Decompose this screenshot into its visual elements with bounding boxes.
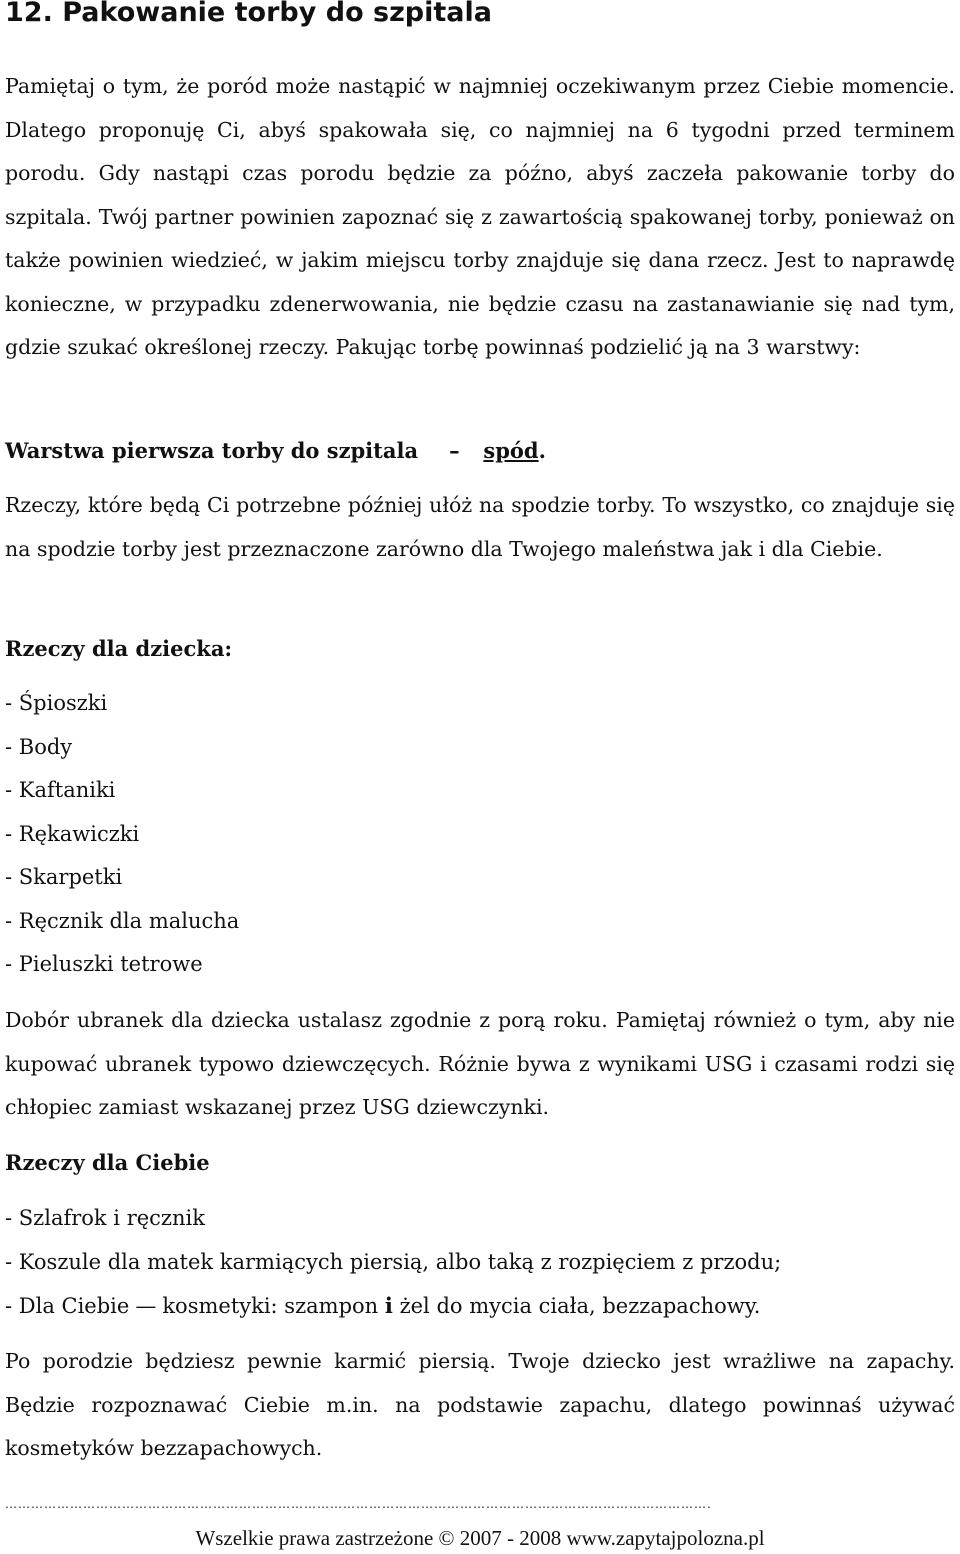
list-item-cosmetics (5, 1284, 781, 1329)
layer-heading-text: Warstwa pierwsza torby do szpitala (5, 438, 419, 463)
layer-paragraph: Rzeczy, które będą Ci potrzebne później ułóż na spodzie torby. To wszystko, co znajduje się na spodzie torby jest przeznaczone zarówno dla Twojego maleństwa jak i dla Ciebie. (5, 493, 955, 561)
footer-copyright: Wszelkie prawa zastrzeżone © 2007 - 2008 www.zapytajpolozna.pl (195, 1526, 765, 1550)
baby-section-heading: Rzeczy dla dziecka: (5, 636, 233, 661)
list-item: - Szlafrok i ręcznik (5, 1206, 205, 1230)
cosmetics-middle: kosmetyki: szampon (162, 1294, 379, 1318)
layer-heading-underlined: spód (483, 438, 539, 463)
layer-heading-dash: – (449, 438, 460, 463)
layer-heading (5, 436, 546, 466)
list-item: - Ręcznik dla malucha (5, 908, 240, 933)
list-item: - Skarpetki (5, 865, 123, 889)
list-item: - Śpioszki (5, 691, 108, 715)
footer-divider: ………………………………………………………………………………………………………………………………………………. (5, 1497, 712, 1511)
cosmetics-bold: i (384, 1293, 393, 1318)
mother-items-list (5, 1197, 781, 1329)
cosmetics-end: żel do mycia ciała, bezzapachowy. (399, 1294, 761, 1318)
layer-heading-end: . (538, 438, 546, 463)
list-item: - Pieluszki tetrowe (5, 952, 203, 976)
cosmetics-prefix: - Dla Ciebie (5, 1294, 130, 1318)
list-item: - Koszule dla matek karmiących piersią, albo taką z rozpięciem z przodu; (5, 1249, 782, 1274)
intro-paragraph: Pamiętaj o tym, że poród może nastąpić w najmniej oczekiwanym przez Ciebie momencie. Dlatego proponuję Ci, abyś spakowała się, co najmniej na 6 tygodni przed terminem porodu. Gdy nastąpi czas porodu będzie za późno, abyś zaczeła pakowanie torby do szpitala. Twój partner powinien zapoznać się z zawartością spakowanej torby, ponieważ on także powinien wiedzieć, w jakim miejscu torby znajduje się dana rzecz. Jest to naprawdę konieczne, w przypadku zdenerwowania, nie będzie czasu na zastanawianie się nad tym, gdzie szukać określonej rzeczy. Pakując torbę powinnaś podzielić ją na 3 warstwy: (5, 74, 955, 359)
list-item: - Kaftaniki (5, 778, 116, 802)
cosmetics-note: Po porodzie będziesz pewnie karmić piersią. Twoje dziecko jest wrażliwe na zapachy. Będzie rozpoznawać Ciebie m.in. na podstawie zapachu, dlatego powinnaś używać kosmetyków bezzapachowych. (5, 1349, 955, 1460)
list-item: - Rękawiczki (5, 821, 140, 846)
baby-items-list (5, 682, 239, 987)
chapter-title: 12. Pakowanie torby do szpitala (5, 0, 492, 28)
baby-clothes-note: Dobór ubranek dla dziecka ustalasz zgodnie z porą roku. Pamiętaj również o tym, aby nie kupować ubranek typowo dziewczęcych. Różnie bywa z wynikami USG i czasami rodzi się chłopiec zamiast wskazanej przez USG dziewczynki. (5, 1008, 955, 1119)
mother-section-heading: Rzeczy dla Ciebie (5, 1150, 210, 1175)
list-item: - Body (5, 734, 73, 759)
cosmetics-dash: — (135, 1294, 157, 1318)
